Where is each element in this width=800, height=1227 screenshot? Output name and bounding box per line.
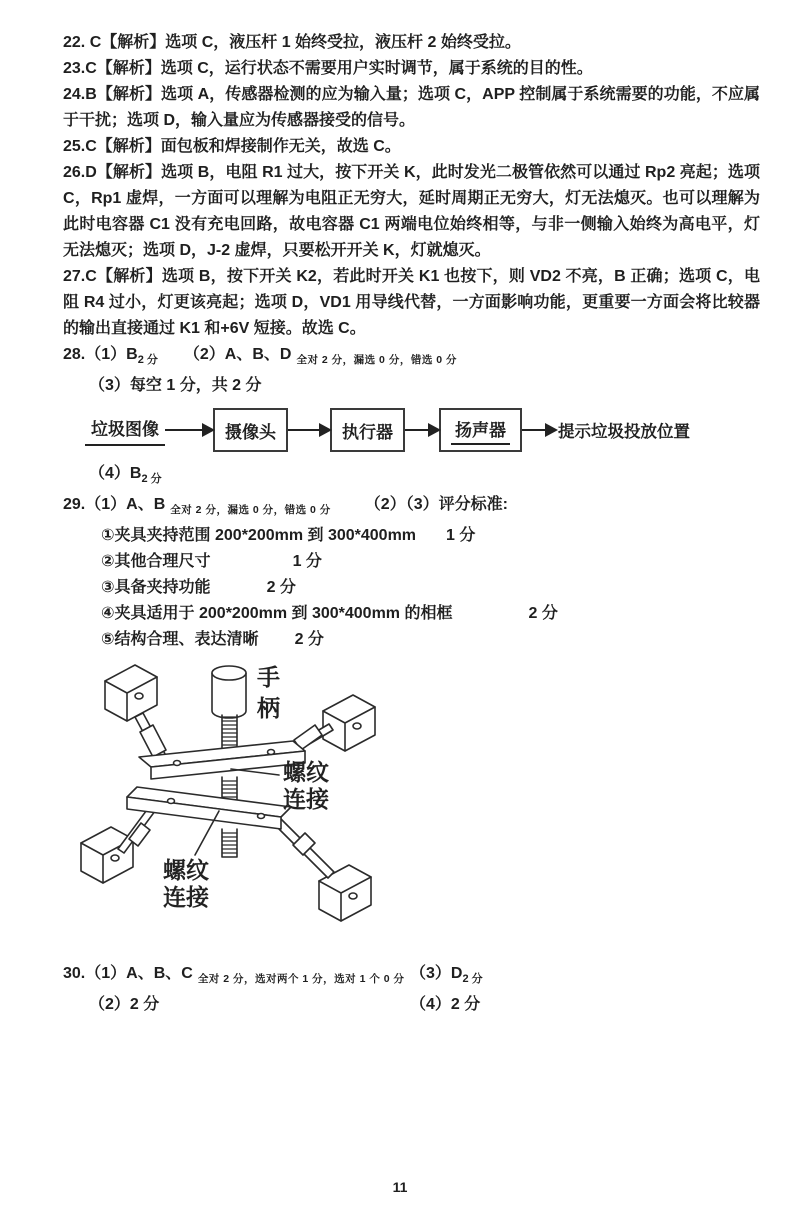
- flowchart-output-label: 提示垃圾投放位置: [558, 423, 690, 441]
- flow-arrow-icon: [165, 429, 213, 431]
- criteria-text: ①夹具夹持范围 200*200mm 到 300*400mm: [101, 527, 417, 544]
- arm-sleeve: [140, 725, 166, 757]
- answer-28-line1: [63, 342, 760, 373]
- handle-label: 手柄: [254, 665, 280, 727]
- clamp-drawing: [79, 659, 401, 951]
- answer-29-part1-note: 全对 2 分，漏选 0 分，错选 0 分: [170, 504, 331, 516]
- answer-30-part2: （2）2 分: [89, 996, 160, 1013]
- criteria-text: ②其他合理尺寸: [101, 553, 211, 570]
- answer-30-block: [63, 961, 760, 1018]
- answer-29-rubric-title: （2）（3）评分标准:: [364, 496, 508, 513]
- explanation-26: 26.D【解析】选项 B，电阻 R1 过大，按下开关 K，此时发光二极管依然可以通过 Rp2 亮起；选项 C，Rp1 虚焊，一方面可以理解为电阻正无穷大，延时周期正无穷大，灯无法熄灭。也可以理解为此时电容器 C1 没有充电回路，故电容器 C1 两端电位始终相等，与非一侧输入始终为高电平，灯无法熄灭；选项 D，J-2 虚焊，只要松开开关 K，灯就熄灭。: [63, 164, 760, 259]
- flow-arrow-icon: [405, 429, 439, 431]
- criteria-text: ④夹具适用于 200*200mm 到 300*400mm 的相框: [101, 605, 453, 622]
- answer-28-part4-score: 2 分: [141, 473, 162, 485]
- handle-top: [212, 666, 246, 680]
- thread-connection-label-right: 螺纹连接: [283, 759, 329, 812]
- rod-threads: [222, 717, 237, 749]
- answer-28-part1: 28.（1）B: [63, 346, 138, 363]
- criteria-item: [63, 601, 760, 627]
- answer-29-line1: [63, 492, 760, 523]
- answer-30-part3-score: 2 分: [462, 973, 483, 985]
- explanation-23: 23.C【解析】选项 C，运行状态不需要用户实时调节，属于系统的目的性。: [63, 60, 593, 77]
- explanation-22: 22. C【解析】选项 C，液压杆 1 始终受拉，液压杆 2 始终受拉。: [63, 34, 521, 51]
- criteria-score: 2 分: [266, 579, 296, 596]
- thread-connection-label-left: 螺纹连接: [163, 857, 209, 910]
- answer-30-part1-note: 全对 2 分，选对两个 1 分，选对 1 个 0 分: [197, 973, 405, 985]
- leader-line: [231, 769, 279, 775]
- flowchart-input-label: 垃圾图像: [85, 415, 165, 446]
- answer-28-part2: （2）A、B、D: [183, 346, 292, 363]
- answer-30-part3: [410, 961, 760, 992]
- criteria-score: 1 分: [292, 553, 322, 570]
- flowchart-box-camera: 摄像头: [213, 408, 288, 452]
- flowchart-speaker-label: 扬声器: [451, 416, 510, 445]
- criteria-score: 1 分: [446, 527, 476, 544]
- answer-29-part1: 29.（1）A、B: [63, 496, 166, 513]
- clamp-diagram: [79, 659, 401, 951]
- corner-bracket: [105, 665, 157, 721]
- answer-30-part1: [63, 961, 410, 992]
- corner-bracket: [81, 827, 133, 883]
- explanation-27: 27.C【解析】选项 B，按下开关 K2，若此时开关 K1 也按下，则 VD2 不亮，B 正确；选项 C，电阻 R4 过小，灯更该亮起；选项 D，VD1 用导线代替，一方面影响功能，更重要一方面会将比较器的输出直接通过 K1 和+6V 短接。故选 C。: [63, 268, 760, 337]
- criteria-score: 2 分: [528, 605, 558, 622]
- flow-arrow-icon: [288, 429, 330, 431]
- criteria-score: 2 分: [294, 631, 324, 648]
- scoring-criteria-list: [63, 523, 760, 653]
- answer-30-part3-label: （3）D: [410, 965, 463, 982]
- criteria-item: [63, 523, 760, 549]
- explanation-25: 25.C【解析】面包板和焊接制作无关，故选 C。: [63, 138, 401, 155]
- criteria-text: ③具备夹持功能: [101, 579, 211, 596]
- flowchart-box-speaker: [439, 408, 522, 452]
- answer-28-part4: [63, 461, 760, 492]
- criteria-item: [63, 627, 760, 653]
- answer-28-part2-note: 全对 2 分，漏选 0 分，错选 0 分: [296, 354, 457, 366]
- flow-arrow-icon: [522, 429, 556, 431]
- page-number: 11: [392, 1179, 408, 1195]
- explanation-24: 24.B【解析】选项 A，传感器检测的应为输入量；选项 C，APP 控制属于系统需要的功能，不应属于干扰；选项 D，输入量应为传感器接受的信号。: [63, 86, 760, 129]
- corner-bracket: [323, 695, 375, 751]
- answer-30-part1-label: 30.（1）A、B、C: [63, 965, 193, 982]
- answer-28-part3: （3）每空 1 分，共 2 分: [89, 377, 262, 394]
- answer-28-part4-label: （4）B: [89, 465, 142, 482]
- answer-30-part4: （4）2 分: [410, 996, 481, 1013]
- criteria-item: [63, 575, 760, 601]
- system-flowchart: [85, 405, 760, 455]
- rod-threads: [222, 833, 237, 853]
- criteria-item: [63, 549, 760, 575]
- criteria-text: ⑤结构合理、表达清晰: [101, 631, 259, 648]
- answer-28-part1-score: 2 分: [137, 354, 158, 366]
- flowchart-box-actuator: 执行器: [330, 408, 405, 452]
